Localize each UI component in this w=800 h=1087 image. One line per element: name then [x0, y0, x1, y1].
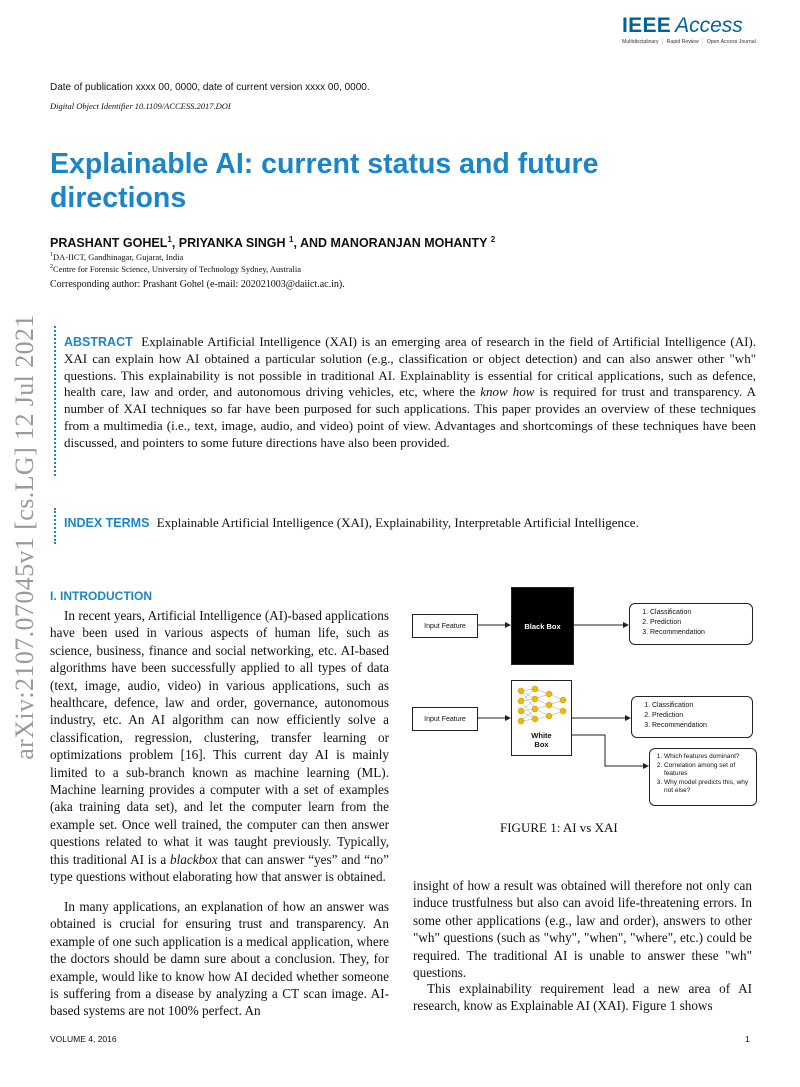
logo-access: Access	[675, 14, 743, 37]
output-top-2: 2. Prediction	[650, 618, 748, 628]
nn-node-3-0	[560, 697, 566, 703]
author-1: PRASHANT GOHEL	[50, 236, 168, 251]
output-top-1: 1. Classification	[650, 608, 748, 618]
publication-date: Date of publication xxxx 00, 0000, date of current version xxxx 00, 0000.	[50, 82, 370, 93]
index-terms-rule	[54, 508, 56, 544]
index-terms-label: INDEX TERMS	[64, 516, 150, 530]
affiliation-1: $^1$DA-IICT, Gandhinagar, Gujarat, India	[50, 252, 184, 262]
abstract: ABSTRACT Explainable Artificial Intelligence (XAI) is an emerging area of research in the field of Artificial Intelligence (AI). XAI can explain how AI obtained a particular solution (e.g., classification or object detection) and can also answer other "wh" questions. This explainability is not possible in traditional AI. Explainablity is essential for critical applications, such as defence, health care, law and order, and autonomous driving vehicles, etc, where the know how is required for trust and transparency. A number of XAI techniques so far have been purposed for such applications. This paper provides an overview of these techniques from a multimedia (i.e., text, image, audio, and video) point of view. Advantages and shortcomings of these techniques have been discussed, and pointers to some future directions have also been provided.	[64, 334, 756, 450]
input-feature-box-top: Input Feature	[412, 614, 478, 638]
nn-node-0-1	[518, 698, 524, 704]
nn-node-1-3	[532, 716, 538, 722]
nn-node-1-0	[532, 686, 538, 692]
question-2: 2. Correlation among set of features	[664, 762, 752, 779]
white-box	[511, 680, 572, 756]
black-box: Black Box	[511, 587, 574, 665]
intro-paragraph-3: insight of how a result was obtained will therefore not only can induce trustfulness but also can avoid life-threatening errors. In some other applications (e.g., law and order), answers to other "wh" questions (such as "why", "when", "where", etc.) could be required. The traditional AI is unable to answer these "wh" questions.	[413, 878, 752, 981]
logo-tagline: Multidisciplinary ⋮ Rapid Review ⋮ Open Access Journal	[622, 39, 756, 45]
black-box-outputs	[629, 603, 753, 645]
nn-node-0-0	[518, 688, 524, 694]
nn-node-1-1	[532, 696, 538, 702]
output-bottom-2: 2. Prediction	[652, 711, 748, 721]
abstract-rule	[54, 326, 56, 476]
arxiv-stamp: arXiv:2107.07045v1 [cs.LG] 12 Jul 2021	[10, 314, 39, 760]
nn-node-0-2	[518, 708, 524, 714]
question-1: 1. Which features dominant?	[664, 753, 752, 762]
white-box-label: White Box	[531, 731, 552, 749]
paper-title: Explainable AI: current status and future directions	[50, 148, 599, 214]
author-3: AND MANORANJAN MOHANTY	[299, 236, 491, 251]
author-2: PRIYANKA SINGH	[178, 236, 289, 251]
explanation-questions	[649, 748, 757, 806]
doi: Digital Object Identifier 10.1109/ACCESS.2017.DOI	[50, 101, 231, 111]
corresponding-author: Corresponding author: Prashant Gohel (e-mail: 202021003@daiict.ac.in).	[50, 279, 345, 290]
nn-node-1-2	[532, 706, 538, 712]
nn-node-2-2	[546, 713, 552, 719]
output-bottom-1: 1. Classification	[652, 701, 748, 711]
nn-node-0-3	[518, 718, 524, 724]
author-list: PRASHANT GOHEL$^1$, PRIYANKA SINGH $^1$, AND MANORANJAN MOHANTY $^2$	[50, 235, 496, 251]
abstract-label: ABSTRACT	[64, 335, 133, 349]
output-bottom-3: 3. Recommendation	[652, 721, 748, 731]
footer-volume: VOLUME 4, 2016	[50, 1034, 117, 1044]
section-heading: I. INTRODUCTION	[50, 589, 152, 603]
nn-node-2-1	[546, 702, 552, 708]
intro-paragraph-2: In many applications, an explanation of how an answer was obtained is crucial for ensuring trust and transparency. An example of one such application is a medical application, where the doctors should be damn sure about a conclusion. They, for example, would like to know how AI decided whether someone is suffering from a disease by analyzing a CT scan image. AI-based systems are not 100% perfect. An	[50, 899, 389, 1019]
figure-caption: FIGURE 1: AI vs XAI	[500, 820, 618, 835]
footer-page-number: 1	[745, 1034, 750, 1044]
nn-node-3-1	[560, 708, 566, 714]
logo-ieee: IEEE	[622, 14, 672, 37]
index-terms: INDEX TERMS Explainable Artificial Intelligence (XAI), Explainability, Interpretable Artificial Intelligence.	[64, 515, 639, 530]
neural-network-icon	[515, 685, 569, 727]
nn-node-2-0	[546, 691, 552, 697]
affiliation-2: $^2$Centre for Forensic Science, University of Technology Sydney, Australia	[50, 264, 301, 274]
journal-logo	[622, 14, 756, 45]
intro-paragraph-1: In recent years, Artificial Intelligence (AI)-based applications have been used in various aspects of human life, such as science, business, finance and social networking, etc. AI-based algorithms have been successfully applied to all types of data (text, image, audio, video) in various applications, such as healthcare, defence, law and order, governance, autonomous industry, etc. An AI algorithm can now efficiently solve a classification, regression, clustering, transfer learning or optimizations problem [16]. This current day AI is mainly limited to a sub-branch known as machine learning (ML). Machine learning provides a computer with a set of examples (aka training data set), and let the computer learn from the example set. Once well trained, the computer can then answer questions related to what it was taught previously. Typically, this traditional AI is a blackbox that can answer “yes” and “no” type questions without elaborating how that answer is obtained.	[50, 608, 389, 885]
white-box-outputs	[631, 696, 753, 738]
input-feature-box-bottom: Input Feature	[412, 707, 478, 731]
output-top-3: 3. Recommendation	[650, 628, 748, 638]
question-3: 3. Why model predicts this, why not else?	[664, 779, 752, 796]
intro-paragraph-4: This explainability requirement lead a new area of AI research, know as Explainable AI (XAI). Figure 1 shows	[413, 981, 752, 1014]
figure-ai-vs-xai	[410, 585, 760, 825]
